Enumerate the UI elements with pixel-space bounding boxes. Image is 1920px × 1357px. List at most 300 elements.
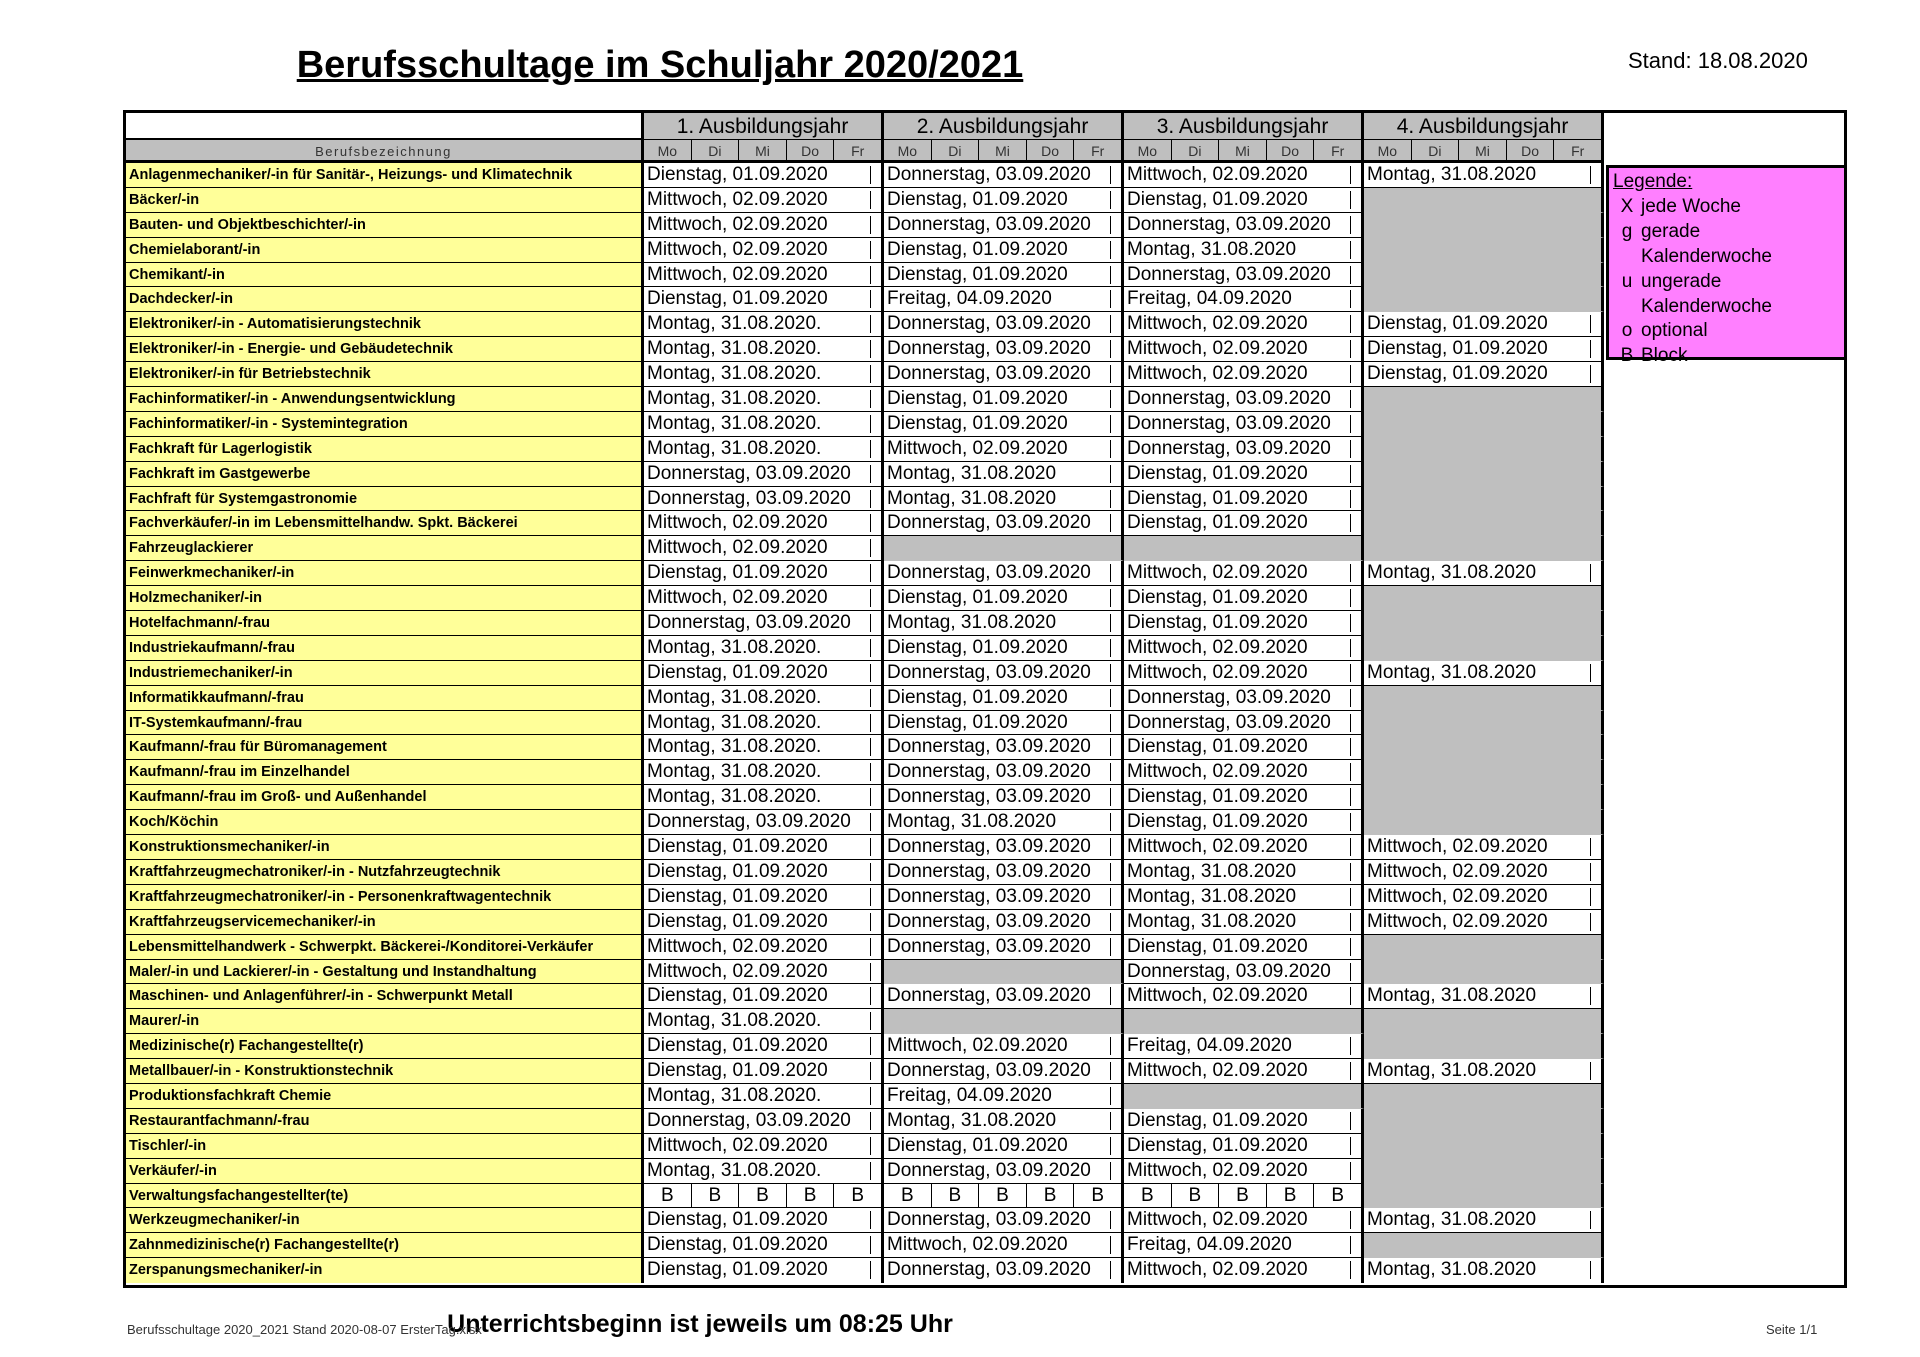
day-label: Fr	[1571, 143, 1585, 159]
date-text: Montag, 31.08.2020	[1367, 562, 1537, 584]
date-text: Mittwoch, 02.09.2020	[1127, 164, 1308, 185]
date-text: Donnerstag, 03.09.2020	[887, 736, 1091, 758]
school-day-year-2	[884, 536, 1124, 561]
school-day-year-1	[644, 238, 884, 263]
cell-divider	[870, 888, 871, 906]
legend-text: Block	[1641, 345, 1688, 367]
profession-name: Fachkraft im Gastgewerbe	[126, 462, 644, 487]
date-text: Donnerstag, 03.09.2020	[887, 935, 1091, 957]
cell-divider	[870, 539, 871, 557]
cell-divider	[1110, 1037, 1111, 1055]
school-day-year-1	[644, 1159, 884, 1184]
date-text: Donnerstag, 03.09.2020	[887, 164, 1091, 185]
date-text: Dienstag, 01.09.2020	[647, 860, 828, 882]
school-day-year-4	[1364, 412, 1604, 437]
date-text: Mittwoch, 02.09.2020	[1367, 836, 1548, 858]
header-days-year-2	[884, 140, 1124, 163]
school-day-year-1	[644, 910, 884, 935]
block-marker: B	[851, 1184, 865, 1206]
header-name-blank	[126, 113, 644, 140]
date-text: Donnerstag, 03.09.2020	[887, 985, 1091, 1007]
cell-divider	[870, 415, 871, 433]
school-day-year-3	[1124, 312, 1364, 337]
date-text: Montag, 31.08.2020	[887, 811, 1057, 833]
cell-divider	[870, 166, 871, 184]
school-day-year-3	[1124, 1059, 1364, 1084]
date-text: Donnerstag, 03.09.2020	[887, 1159, 1091, 1181]
legend-item	[1613, 195, 1840, 220]
cell-divider	[1110, 913, 1111, 931]
legend-column-cell	[1604, 437, 1844, 462]
cell-divider	[870, 290, 871, 308]
date-text: Dienstag, 01.09.2020	[647, 1234, 828, 1256]
school-day-year-2	[884, 337, 1124, 362]
legend-item	[1613, 344, 1840, 369]
profession-name: Dachdecker/-in	[126, 287, 644, 312]
cell-divider	[870, 216, 871, 234]
date-text: Montag, 31.08.2020.	[647, 313, 822, 335]
date-text: Dienstag, 01.09.2020	[887, 263, 1068, 285]
day-label: Mo	[884, 140, 932, 160]
cell-divider	[1110, 365, 1111, 383]
cell-divider	[1110, 465, 1111, 483]
cell-divider	[1350, 938, 1351, 956]
cell-divider	[1110, 738, 1111, 756]
school-day-year-4	[1364, 287, 1604, 312]
cell-divider	[1110, 689, 1111, 707]
cell-divider	[1350, 1112, 1351, 1130]
date-text: Dienstag, 01.09.2020	[887, 1134, 1068, 1156]
cell-divider	[1350, 415, 1351, 433]
school-day-year-4	[1364, 337, 1604, 362]
school-day-year-4	[1364, 462, 1604, 487]
cell-divider	[1110, 241, 1111, 259]
date-text: Mittwoch, 02.09.2020	[887, 437, 1068, 459]
legend-item	[1613, 319, 1840, 344]
profession-name: Fahrzeuglackierer	[126, 536, 644, 561]
cell-divider	[1350, 290, 1351, 308]
date-text: Dienstag, 01.09.2020	[647, 288, 828, 310]
date-text: Montag, 31.08.2020.	[647, 636, 822, 658]
date-text: Donnerstag, 03.09.2020	[887, 1209, 1091, 1231]
date-text: Mittwoch, 02.09.2020	[1127, 1159, 1308, 1181]
legend-column-cell	[1604, 1208, 1844, 1233]
school-day-year-4	[1364, 885, 1604, 910]
date-text: Montag, 31.08.2020.	[647, 412, 822, 434]
school-day-year-3	[1124, 1208, 1364, 1233]
legend-box	[1606, 165, 1844, 367]
cell-divider	[870, 1162, 871, 1180]
profession-name: Lebensmittelhandwerk - Schwerpkt. Bäckerei-/Konditorei-Verkäufer	[126, 935, 644, 960]
block-cell-year-2	[884, 1184, 1124, 1209]
cell-divider	[1110, 813, 1111, 831]
school-day-year-2	[884, 910, 1124, 935]
legend-column-cell	[1604, 885, 1844, 910]
date-text: Donnerstag, 03.09.2020	[887, 761, 1091, 783]
cell-divider	[1350, 340, 1351, 358]
date-text: Donnerstag, 03.09.2020	[887, 313, 1091, 335]
legend-items	[1613, 195, 1840, 369]
school-day-year-1	[644, 810, 884, 835]
school-day-year-3	[1124, 785, 1364, 810]
cell-divider	[1350, 241, 1351, 259]
cell-divider	[870, 763, 871, 781]
school-day-year-1	[644, 263, 884, 288]
profession-name: IT-Systemkaufmann/-frau	[126, 711, 644, 736]
school-day-year-2	[884, 412, 1124, 437]
school-day-year-1	[644, 337, 884, 362]
block-marker: B	[884, 1184, 932, 1208]
school-day-year-4	[1364, 487, 1604, 512]
date-text: Mittwoch, 02.09.2020	[1127, 661, 1308, 683]
cell-divider	[1590, 664, 1591, 682]
cell-divider	[870, 365, 871, 383]
cell-divider	[1110, 315, 1111, 333]
cell-divider	[870, 390, 871, 408]
date-text: Dienstag, 01.09.2020	[647, 836, 828, 858]
date-text: Donnerstag, 03.09.2020	[887, 363, 1091, 385]
school-day-year-2	[884, 163, 1124, 188]
day-label: Mo	[1124, 140, 1172, 160]
profession-name: Restaurantfachmann/-frau	[126, 1109, 644, 1134]
cell-divider	[870, 938, 871, 956]
cell-divider	[1350, 639, 1351, 657]
header-legend-blank	[1604, 113, 1844, 140]
date-text: Dienstag, 01.09.2020	[1127, 1109, 1308, 1131]
school-day-year-2	[884, 935, 1124, 960]
school-day-year-1	[644, 213, 884, 238]
date-text: Mittwoch, 02.09.2020	[647, 238, 828, 260]
cell-divider	[1350, 1037, 1351, 1055]
school-day-year-4	[1364, 835, 1604, 860]
cell-divider	[1110, 514, 1111, 532]
school-day-year-2	[884, 960, 1124, 985]
school-day-year-1	[644, 188, 884, 213]
profession-name: Kraftfahrzeugmechatroniker/-in - Nutzfahrzeugtechnik	[126, 860, 644, 885]
cell-divider	[1590, 340, 1591, 358]
date-text: Donnerstag, 03.09.2020	[1127, 213, 1331, 235]
date-text: Dienstag, 01.09.2020	[647, 562, 828, 584]
school-day-year-1	[644, 686, 884, 711]
school-day-year-3	[1124, 1034, 1364, 1059]
date-text: Dienstag, 01.09.2020	[1127, 462, 1308, 484]
date-text: Mittwoch, 02.09.2020	[1127, 761, 1308, 783]
date-text: Montag, 31.08.2020	[887, 462, 1057, 484]
legend-symbol: X	[1620, 195, 1634, 217]
legend-column-cell	[1604, 412, 1844, 437]
school-day-year-4	[1364, 984, 1604, 1009]
profession-name: Verkäufer/-in	[126, 1159, 644, 1184]
block-marker: B	[787, 1184, 835, 1208]
school-day-year-2	[884, 238, 1124, 263]
profession-name: Informatikkaufmann/-frau	[126, 686, 644, 711]
school-day-year-3	[1124, 337, 1364, 362]
block-marker: B	[1331, 1184, 1345, 1206]
cell-divider	[870, 465, 871, 483]
date-text: Mittwoch, 02.09.2020	[1127, 313, 1308, 335]
cell-divider	[870, 514, 871, 532]
school-day-year-4	[1364, 711, 1604, 736]
date-text: Donnerstag, 03.09.2020	[647, 487, 851, 509]
school-day-year-3	[1124, 760, 1364, 785]
cell-divider	[870, 987, 871, 1005]
day-label: Mi	[979, 140, 1027, 160]
cell-divider	[1590, 987, 1591, 1005]
block-cell-year-1	[644, 1184, 884, 1209]
school-day-year-3	[1124, 735, 1364, 760]
date-text: Mittwoch, 02.09.2020	[647, 960, 828, 982]
date-text: Montag, 31.08.2020.	[647, 1010, 822, 1032]
legend-symbol: o	[1621, 320, 1633, 342]
cell-divider	[1110, 564, 1111, 582]
school-day-year-3	[1124, 1159, 1364, 1184]
day-label: Fr	[1331, 143, 1345, 159]
date-text: Dienstag, 01.09.2020	[1127, 935, 1308, 957]
legend-column-cell	[1604, 1233, 1844, 1258]
header-year-1: 1. Ausbildungsjahr	[644, 113, 884, 140]
profession-name: Werkzeugmechaniker/-in	[126, 1208, 644, 1233]
cell-divider	[870, 1236, 871, 1254]
date-text: Dienstag, 01.09.2020	[647, 1060, 828, 1082]
legend-column-cell	[1604, 462, 1844, 487]
date-text: Mittwoch, 02.09.2020	[647, 587, 828, 609]
block-marker: B	[1172, 1184, 1220, 1208]
date-text: Donnerstag, 03.09.2020	[887, 860, 1091, 882]
school-day-year-4	[1364, 1184, 1604, 1209]
school-day-year-4	[1364, 960, 1604, 985]
legend-column-cell	[1604, 711, 1844, 736]
legend-column-cell	[1604, 511, 1844, 536]
legend-symbol: u	[1621, 270, 1633, 292]
legend-text: Kalenderwoche	[1641, 245, 1772, 267]
date-text: Donnerstag, 03.09.2020	[887, 562, 1091, 584]
cell-divider	[870, 913, 871, 931]
legend-column-cell	[1604, 387, 1844, 412]
school-day-year-2	[884, 661, 1124, 686]
cell-divider	[1590, 888, 1591, 906]
school-day-year-3	[1124, 984, 1364, 1009]
school-day-year-2	[884, 387, 1124, 412]
school-day-year-1	[644, 860, 884, 885]
profession-name: Industriekaufmann/-frau	[126, 636, 644, 661]
school-day-year-1	[644, 1208, 884, 1233]
school-day-year-1	[644, 960, 884, 985]
school-day-year-1	[644, 312, 884, 337]
date-text: Montag, 31.08.2020	[1367, 661, 1537, 683]
cell-divider	[1110, 863, 1111, 881]
school-day-year-1	[644, 462, 884, 487]
date-text: Montag, 31.08.2020	[1127, 885, 1297, 907]
day-label: Mo	[644, 140, 692, 160]
legend-item	[1613, 220, 1840, 245]
legend-column-cell	[1604, 1134, 1844, 1159]
cell-divider	[870, 639, 871, 657]
school-day-year-3	[1124, 536, 1364, 561]
date-text: Dienstag, 01.09.2020	[1127, 612, 1308, 634]
day-label: Do	[787, 140, 835, 160]
school-day-year-1	[644, 636, 884, 661]
cell-divider	[870, 191, 871, 209]
school-day-year-1	[644, 287, 884, 312]
cell-divider	[1590, 315, 1591, 333]
school-day-year-1	[644, 1009, 884, 1034]
school-day-year-1	[644, 362, 884, 387]
date-text: Dienstag, 01.09.2020	[1127, 487, 1308, 509]
school-day-year-4	[1364, 935, 1604, 960]
day-label: Do	[1267, 140, 1315, 160]
date-text: Montag, 31.08.2020	[887, 1109, 1057, 1131]
block-marker: B	[932, 1184, 980, 1208]
school-day-year-2	[884, 1109, 1124, 1134]
school-day-year-4	[1364, 1059, 1604, 1084]
school-day-year-2	[884, 1134, 1124, 1159]
cell-divider	[1110, 415, 1111, 433]
school-day-year-1	[644, 536, 884, 561]
profession-name: Chemielaborant/-in	[126, 238, 644, 263]
school-day-year-2	[884, 835, 1124, 860]
date-text: Mittwoch, 02.09.2020	[647, 935, 828, 957]
cell-divider	[870, 1137, 871, 1155]
cell-divider	[1110, 589, 1111, 607]
date-text: Montag, 31.08.2020.	[647, 1159, 822, 1181]
cell-divider	[870, 1062, 871, 1080]
legend-column-cell	[1604, 661, 1844, 686]
cell-divider	[870, 440, 871, 458]
cell-divider	[1110, 938, 1111, 956]
legend-item	[1613, 245, 1840, 270]
cell-divider	[1110, 714, 1111, 732]
date-text: Dienstag, 01.09.2020	[887, 412, 1068, 434]
cell-divider	[1350, 564, 1351, 582]
date-text: Dienstag, 01.09.2020	[1367, 363, 1548, 385]
legend-text: gerade	[1641, 220, 1701, 242]
cell-divider	[1110, 191, 1111, 209]
school-day-year-3	[1124, 1258, 1364, 1283]
school-day-year-3	[1124, 611, 1364, 636]
cell-divider	[1590, 913, 1591, 931]
date-text: Dienstag, 01.09.2020	[1127, 512, 1308, 534]
school-day-year-1	[644, 412, 884, 437]
school-day-year-3	[1124, 910, 1364, 935]
date-text: Donnerstag, 03.09.2020	[1127, 388, 1331, 410]
cell-divider	[1110, 1062, 1111, 1080]
date-text: Donnerstag, 03.09.2020	[1127, 711, 1331, 733]
school-day-year-3	[1124, 1233, 1364, 1258]
day-label: Di	[1172, 140, 1220, 160]
profession-name: Koch/Köchin	[126, 810, 644, 835]
legend-symbol	[1613, 245, 1641, 270]
cell-divider	[1350, 987, 1351, 1005]
cell-divider	[1350, 490, 1351, 508]
cell-divider	[1590, 564, 1591, 582]
date-text: Freitag, 04.09.2020	[1127, 1035, 1292, 1057]
date-text: Mittwoch, 02.09.2020	[647, 263, 828, 285]
cell-divider	[1110, 639, 1111, 657]
school-day-year-4	[1364, 188, 1604, 213]
date-text: Dienstag, 01.09.2020	[647, 985, 828, 1007]
profession-name: Fachinformatiker/-in - Anwendungsentwicklung	[126, 387, 644, 412]
date-text: Dienstag, 01.09.2020	[1127, 786, 1308, 808]
date-text: Donnerstag, 03.09.2020	[887, 836, 1091, 858]
school-day-year-1	[644, 1084, 884, 1109]
profession-name: Fachfraft für Systemgastronomie	[126, 487, 644, 512]
cell-divider	[1350, 191, 1351, 209]
schedule-grid	[126, 113, 1844, 1283]
day-label: Di	[932, 140, 980, 160]
legend-column-cell	[1604, 611, 1844, 636]
school-day-year-4	[1364, 1258, 1604, 1283]
cell-divider	[870, 863, 871, 881]
header-name-label: Berufsbezeichnung	[126, 140, 644, 163]
legend-symbol: B	[1620, 345, 1634, 367]
school-day-year-4	[1364, 785, 1604, 810]
block-marker: B	[1027, 1184, 1075, 1208]
school-day-year-1	[644, 1034, 884, 1059]
day-label: Di	[692, 140, 740, 160]
school-day-year-2	[884, 462, 1124, 487]
block-marker: B	[739, 1184, 787, 1208]
cell-divider	[1350, 664, 1351, 682]
cell-divider	[1110, 888, 1111, 906]
cell-divider	[1110, 788, 1111, 806]
header-days-year-3	[1124, 140, 1364, 163]
school-day-year-1	[644, 760, 884, 785]
legend-text: optional	[1641, 320, 1708, 342]
legend-column-cell	[1604, 960, 1844, 985]
cell-divider	[1590, 1062, 1591, 1080]
page-number: Seite 1/1	[1766, 1322, 1818, 1337]
profession-name: Elektroniker/-in - Energie- und Gebäudetechnik	[126, 337, 644, 362]
date-text: Dienstag, 01.09.2020	[647, 661, 828, 683]
school-day-year-2	[884, 287, 1124, 312]
cell-divider	[1350, 589, 1351, 607]
school-day-year-1	[644, 387, 884, 412]
school-day-year-4	[1364, 437, 1604, 462]
date-text: Dienstag, 01.09.2020	[647, 1035, 828, 1057]
school-day-year-4	[1364, 312, 1604, 337]
profession-name: Kaufmann/-frau für Büromanagement	[126, 735, 644, 760]
school-day-year-2	[884, 984, 1124, 1009]
school-day-year-3	[1124, 935, 1364, 960]
date-text: Mittwoch, 02.09.2020	[1127, 363, 1308, 385]
date-text: Freitag, 04.09.2020	[1127, 1234, 1292, 1256]
cell-divider	[1350, 689, 1351, 707]
day-label: Do	[1027, 140, 1075, 160]
school-day-year-4	[1364, 810, 1604, 835]
legend-text: ungerade	[1641, 270, 1722, 292]
profession-name: Anlagenmechaniker/-in für Sanitär-, Heizungs- und Klimatechnik	[126, 163, 644, 188]
cell-divider	[1350, 763, 1351, 781]
cell-divider	[1110, 490, 1111, 508]
cell-divider	[1110, 216, 1111, 234]
school-day-year-2	[884, 1059, 1124, 1084]
cell-divider	[870, 664, 871, 682]
school-day-year-4	[1364, 636, 1604, 661]
school-day-year-1	[644, 1233, 884, 1258]
school-day-year-1	[644, 935, 884, 960]
school-day-year-4	[1364, 561, 1604, 586]
school-day-year-2	[884, 586, 1124, 611]
cell-divider	[1350, 838, 1351, 856]
header-legend-blank-2	[1604, 140, 1844, 163]
date-text: Mittwoch, 02.09.2020	[1127, 836, 1308, 858]
legend-column-cell	[1604, 735, 1844, 760]
profession-name: Chemikant/-in	[126, 263, 644, 288]
legend-column-cell	[1604, 636, 1844, 661]
profession-name: Maschinen- und Anlagenführer/-in - Schwerpunkt Metall	[126, 984, 644, 1009]
school-day-year-1	[644, 586, 884, 611]
date-text: Montag, 31.08.2020.	[647, 388, 822, 410]
